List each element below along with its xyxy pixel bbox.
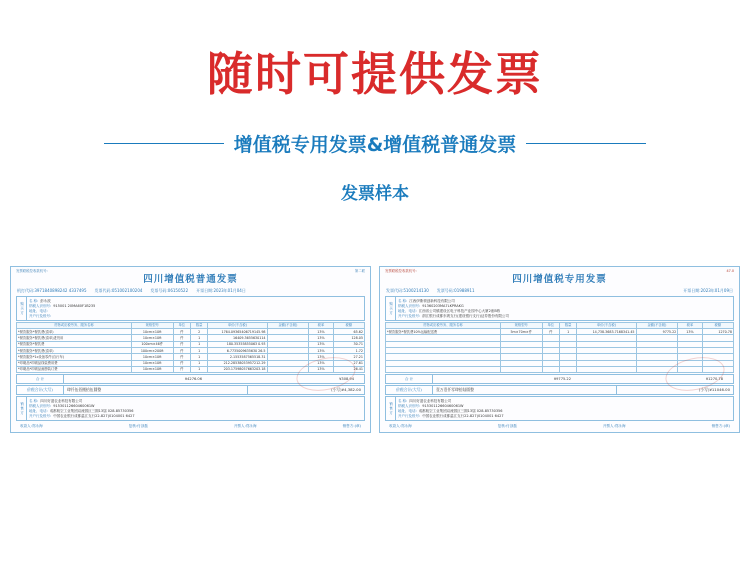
col-price: 单价(不含税)	[208, 322, 267, 328]
seller-address-value: 成都航空工业集团双流园区三期13届 028-85730356	[49, 409, 134, 414]
machine-line-right: 第二联	[354, 269, 365, 273]
cell-qty: 1	[190, 360, 207, 366]
footer-payee	[20, 424, 43, 428]
col-unit: 单位	[542, 322, 559, 328]
footer-drawer-value: 郑永海	[614, 423, 626, 428]
invoice-gallery	[10, 266, 740, 433]
cell-tax: 26.41	[333, 366, 364, 372]
cell-spec: 10cm×10ft	[131, 366, 173, 372]
invoice-title: 四川增值税普通发票	[143, 274, 238, 286]
meta-invoice-date: 开票日期:2023年01月04日	[196, 288, 246, 294]
cell-unit: 件	[173, 360, 190, 366]
seller-address-key: 地址、电话:	[398, 409, 417, 414]
cell-qty: 2	[190, 329, 207, 335]
cell-price: 6.7735009635630 26.5	[208, 347, 267, 353]
seller-fields	[27, 397, 364, 420]
sample-label: 发票样本	[341, 184, 409, 204]
table-row	[386, 366, 734, 372]
buyer-fields	[27, 297, 364, 320]
col-tax: 税额	[333, 322, 364, 328]
col-qty: 数量	[190, 322, 207, 328]
rule-left	[104, 143, 224, 144]
cell-tax: 1270.78	[702, 329, 733, 335]
cell-name: *餐饮服务*餐饮费(清单)	[17, 329, 132, 335]
cell-qty: 1	[190, 335, 207, 341]
buyer-address-value: 江西省公司镇建设区电子科技产业园中心大厦2座B栋	[418, 308, 501, 313]
footer-payee-value: 郑永海	[401, 423, 412, 428]
buyer-bank-key: 开户行及账号:	[29, 313, 52, 318]
seller-bank-key: 开户行及账号:	[29, 414, 52, 419]
cell-name: *印刷品*印刷品画册装订费	[17, 366, 132, 372]
seller-row	[29, 414, 362, 419]
cell-spec: 10cm×10ft	[131, 335, 173, 341]
footer-drawer-value: 郑永海	[245, 423, 257, 428]
machine-line-left: 发票联税控收款机号:	[16, 269, 48, 273]
subtotal-row	[16, 374, 365, 383]
cell-name: *餐饮服务*餐饮费(清单)进货用	[17, 335, 132, 341]
buyer-side-label: 购买方	[386, 297, 396, 320]
grand-total-chinese: 肆仟伍佰捌拾伍圆整	[64, 386, 248, 395]
subtotal-amount: ¥9775.22	[553, 376, 571, 381]
footer-reviewer	[129, 424, 148, 428]
cell-rate: 13%	[309, 347, 333, 353]
cell-qty: 1	[190, 341, 207, 347]
grand-total-label: 价税合计(大写)	[386, 386, 433, 395]
subtitle-text: 增值税专用发票&增值税普通发票	[233, 134, 517, 156]
cell-spec: 10cm×10ft	[131, 360, 173, 366]
cell-rate: 13%	[309, 341, 333, 347]
buyer-taxid-key: 纳税人识别号:	[398, 303, 421, 308]
cell-unit: 件	[173, 366, 190, 372]
machine-line-right: 47.0	[726, 269, 734, 273]
footer-seller-key: 销售方:	[711, 423, 724, 428]
cell-name: *餐饮服务*餐饮费	[17, 341, 132, 347]
grand-total-label: 价税合计(大写)	[17, 386, 64, 395]
meta-machine-code: 机打代码:3971840898242 4337495	[17, 288, 87, 294]
buyer-block	[385, 296, 734, 321]
seller-name-key: 名 称:	[398, 398, 408, 403]
cell-tax: 128.05	[333, 335, 364, 341]
footer-seller-value: (章)	[723, 423, 730, 428]
seller-taxid-value: 91530112660460061W	[53, 403, 95, 408]
line-items-table	[385, 322, 734, 373]
footer-seller-stamp	[712, 424, 730, 428]
seller-row	[398, 414, 731, 419]
buyer-bank-key: 开户行及账号:	[398, 313, 421, 318]
cell-qty: 1	[190, 366, 207, 372]
cell-tax: 27.21	[333, 354, 364, 360]
buyer-taxid-key: 纳税人识别号:	[29, 303, 52, 308]
cell-name: *餐饮服务*餐饮费10%运输配送费	[386, 329, 501, 335]
cell-price: 203.17598057663203.18	[208, 366, 267, 372]
cell-name: *印刷品*印刷品线装费用费	[17, 360, 132, 366]
line-items-table	[16, 322, 365, 373]
footer-reviewer-key: 复核:	[497, 423, 507, 428]
meta-invoice-code: 发票代码:051002100204	[94, 288, 143, 294]
invoice-footer	[14, 422, 367, 429]
footer-reviewer-value: 付剑磊	[137, 423, 148, 428]
cell-qty: 1	[190, 354, 207, 360]
cell-tax: 30.71	[333, 341, 364, 347]
footer-seller-stamp	[343, 424, 361, 428]
subtotal-label: 合 计	[17, 375, 64, 382]
seller-bank-value: 中国农业银行成都温江支行22-827)0104001 6427	[53, 414, 135, 419]
col-rate: 税率	[678, 322, 702, 328]
cell-name: *餐饮服务*餐饮费(清单)	[17, 347, 132, 353]
invoice-footer	[383, 422, 736, 429]
seller-fields	[396, 397, 733, 420]
buyer-address-key: 地址、电话:	[398, 308, 417, 313]
footer-payee-value: 郑永海	[32, 423, 43, 428]
footer-reviewer	[498, 424, 517, 428]
col-tax: 税额	[702, 322, 733, 328]
grand-total-row	[385, 385, 734, 396]
footer-reviewer-key: 复核:	[128, 423, 138, 428]
col-price: 单价(不含税)	[577, 322, 636, 328]
seller-address-value: 成都航空工业集团双流园区三期13届 028-85730356	[418, 409, 503, 414]
seller-address-key: 地址、电话:	[29, 409, 48, 414]
cell-rate: 13%	[309, 329, 333, 335]
invoice-meta	[14, 288, 367, 295]
col-amount: 金额(不含税)	[636, 322, 678, 328]
table-row	[17, 366, 365, 372]
meta-invoice-date: 开票日期:2023年01月09日	[683, 288, 733, 294]
invoice-card-special	[379, 266, 740, 433]
cell-spec: 5m×70m×件	[500, 329, 542, 335]
cell-price: 180.35355855063 0.93	[208, 341, 267, 347]
buyer-name-value: 江西伊斯顿创新科技有限公司	[409, 298, 455, 303]
buyer-row	[398, 314, 731, 319]
cell-price: 14,738.3683.7168341.45	[577, 329, 636, 335]
subtotal-tax: ¥1270.78	[705, 376, 723, 381]
footer-payee-key: 收款人:	[389, 423, 401, 428]
buyer-address-key: 地址、电话:	[29, 308, 48, 313]
grand-total-chinese: 壹万壹仟零肆拾陆圆整	[433, 386, 617, 395]
cell-spec: 10cm×10ft	[131, 354, 173, 360]
seller-taxid-key: 纳税人识别号:	[398, 403, 421, 408]
col-qty: 数量	[559, 322, 576, 328]
col-unit: 单位	[173, 322, 190, 328]
cell-qty: 1	[559, 329, 576, 335]
footer-payee	[389, 424, 412, 428]
invoice-machine-line	[383, 269, 736, 273]
footer-drawer-key: 开票人:	[602, 423, 615, 428]
col-name: 货物或应税劳务、服务名称	[386, 322, 501, 328]
seller-block	[16, 396, 365, 421]
rule-right	[526, 143, 646, 144]
buyer-fields	[396, 297, 733, 320]
cell-rate: 13%	[309, 354, 333, 360]
cell-unit: 件	[173, 335, 190, 341]
seller-name-value: 四川好滋农业科技有限公司	[409, 398, 452, 403]
invoice-meta	[383, 288, 736, 295]
buyer-name-key: 名 称:	[29, 298, 39, 303]
cell-tax: 65.62	[333, 329, 364, 335]
cell-price: 16409.3655630114	[208, 335, 267, 341]
cell-price: 1764.09365406719145.98	[208, 329, 267, 335]
col-amount: 金额(不含税)	[267, 322, 309, 328]
footer-seller-value: (章)	[354, 423, 361, 428]
page-title: 随时可提供发票	[207, 47, 543, 101]
seller-block	[385, 396, 734, 421]
cell-spec: 10cm×10ft	[131, 329, 173, 335]
subtotal-tax: ¥308.94	[339, 376, 354, 381]
meta-invoice-number: 发票号码:01988911	[436, 288, 475, 294]
footer-reviewer-value: 付剑磊	[506, 423, 517, 428]
grand-total-digits: (小写)¥4,382.00	[331, 386, 361, 392]
seller-name-key: 名 称:	[29, 398, 39, 403]
cell-rate: 13%	[309, 360, 333, 366]
footer-drawer	[234, 424, 257, 428]
footer-drawer-key: 开票人:	[233, 423, 246, 428]
seller-bank-key: 开户行及账号:	[398, 414, 421, 419]
cell-unit: 件	[542, 329, 559, 335]
col-spec: 规格型号	[131, 322, 173, 328]
invoice-machine-line	[14, 269, 367, 273]
invoice-card-general	[10, 266, 371, 433]
cell-price: 212.28538053957212.29	[208, 360, 267, 366]
page-root	[0, 38, 750, 576]
cell-amount: 9775.22	[636, 329, 678, 335]
cell-tax: 1.72	[333, 347, 364, 353]
grand-total-row	[16, 385, 365, 396]
footer-payee-key: 收款人:	[20, 423, 32, 428]
buyer-bank-value: 浙江银行成都东坡支行(建设银行支行)证券股份有限公司	[422, 313, 509, 318]
cell-unit: 件	[173, 354, 190, 360]
buyer-row	[29, 314, 362, 319]
seller-taxid-key: 纳税人识别号:	[29, 403, 52, 408]
cell-qty: 1	[190, 347, 207, 353]
cell-spec: 100cm×46件	[131, 341, 173, 347]
cell-name: *餐饮服务*1c设备零件(自行车)	[17, 354, 132, 360]
buyer-block	[16, 296, 365, 321]
subtitle-row	[0, 130, 750, 157]
invoice-title: 四川增值税专用发票	[512, 274, 607, 286]
cell-unit: 件	[173, 347, 190, 353]
seller-bank-value: 中国农业银行成都温江支行22-827)0104001 6427	[422, 414, 504, 419]
meta-invoice-number: 发票号码:06150522	[150, 288, 189, 294]
buyer-taxid-value: 91360203MA7LKPRAKG	[422, 303, 464, 308]
buyer-taxid-value: 915001 20MA60F1B235	[53, 303, 96, 308]
cell-unit: 件	[173, 329, 190, 335]
grand-total-digits: (小写)¥11046.00	[698, 386, 730, 392]
seller-taxid-value: 91530112660460061W	[422, 403, 464, 408]
seller-side-label: 销售方	[386, 397, 396, 420]
machine-line-left: 发票联税控收款机号:	[385, 269, 417, 273]
cell-rate: 13%	[309, 335, 333, 341]
col-name: 货物或应税劳务、服务名称	[17, 322, 132, 328]
buyer-name-key: 名 称:	[398, 298, 408, 303]
subtotal-row	[385, 374, 734, 383]
cell-amount	[267, 366, 309, 372]
seller-name-value: 四川好滋农业科技有限公司	[40, 398, 83, 403]
col-rate: 税率	[309, 322, 333, 328]
col-spec: 规格型号	[500, 322, 542, 328]
meta-invoice-code: 发票代码:5100214130	[386, 288, 429, 294]
seller-side-label: 销售方	[17, 397, 27, 420]
cell-rate: 13%	[309, 366, 333, 372]
cell-price: 2.1553587565518.31	[208, 354, 267, 360]
subtotal-label: 合 计	[386, 375, 433, 382]
footer-seller-key: 销售方:	[342, 423, 355, 428]
buyer-name-value: 彭永波	[40, 298, 51, 303]
cell-tax: 27.61	[333, 360, 364, 366]
subtotal-amount: ¥4276.06	[184, 376, 202, 381]
footer-drawer	[603, 424, 626, 428]
cell-rate: 13%	[678, 329, 702, 335]
buyer-side-label: 购买方	[17, 297, 27, 320]
cell-spec: 100cm×200ft	[131, 347, 173, 353]
cell-unit: 件	[173, 341, 190, 347]
